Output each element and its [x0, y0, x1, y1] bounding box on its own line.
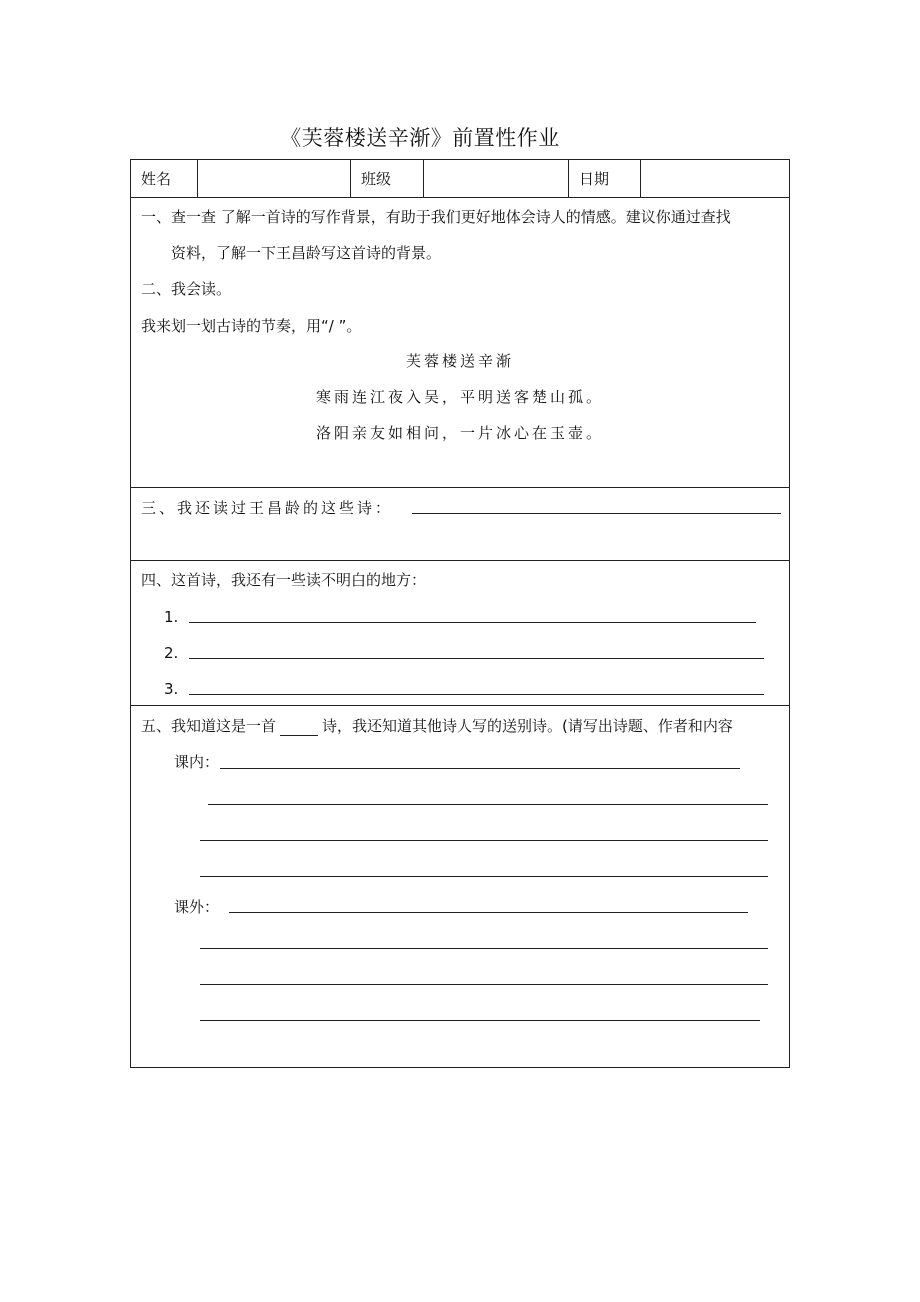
date-label: 日期 [579, 170, 610, 188]
row-divider [131, 560, 789, 561]
outside-class-label: 课外： [174, 898, 220, 916]
date-field[interactable] [641, 160, 789, 197]
poem-type-blank[interactable] [280, 719, 318, 736]
question-number: 2. [164, 644, 179, 662]
row-divider [131, 487, 789, 488]
poem-title: 芙蓉楼送辛渐 [405, 352, 514, 370]
question-answer-line[interactable] [189, 694, 764, 695]
section3-label: 三、我还读过王昌龄的这些诗： [141, 499, 394, 517]
class-label: 班级 [361, 170, 392, 188]
section1-line2: 资料，了解一下王昌龄写这首诗的背景。 [171, 244, 442, 262]
section5-prefix: 五、我知道这是一首 [141, 717, 277, 735]
page-title: 《芙蓉楼送辛渐》前置性作业 [280, 126, 560, 150]
answer-line[interactable] [200, 948, 768, 949]
section5-line [141, 716, 733, 736]
section2-instruction: 我来划一划古诗的节奏，用“/ ”。 [141, 317, 362, 335]
section1-line1: 一、查一查 了解一首诗的写作背景，有助于我们更好地体会诗人的情感。建议你通过查找 [141, 208, 731, 226]
row-divider [131, 197, 789, 198]
section3-answer-line[interactable] [412, 513, 781, 514]
answer-line[interactable] [200, 1020, 760, 1021]
inside-class-label: 课内： [174, 753, 220, 771]
column-divider [568, 160, 569, 198]
question-answer-line[interactable] [189, 622, 756, 623]
answer-line[interactable] [200, 984, 768, 985]
question-number: 1. [164, 608, 179, 626]
question-number: 3. [164, 680, 179, 698]
poem-line-1: 寒雨连江夜入吴，平明送客楚山孤。 [315, 388, 604, 406]
section2-heading: 二、我会读。 [141, 280, 232, 298]
poem-line-2: 洛阳亲友如相问，一片冰心在玉壶。 [315, 424, 604, 442]
section5-suffix: 诗，我还知道其他诗人写的送别诗。(请写出诗题、作者和内容 [322, 717, 733, 735]
column-divider [350, 160, 351, 198]
question-answer-line[interactable] [189, 658, 764, 659]
name-label: 姓名 [141, 170, 172, 188]
worksheet-table [130, 159, 790, 1068]
answer-line[interactable] [220, 768, 740, 769]
name-field[interactable] [198, 160, 350, 197]
answer-line[interactable] [200, 840, 768, 841]
answer-line[interactable] [229, 912, 748, 913]
answer-line[interactable] [208, 804, 768, 805]
row-divider [131, 705, 789, 706]
class-field[interactable] [424, 160, 568, 197]
answer-line[interactable] [200, 876, 768, 877]
section4-heading: 四、这首诗，我还有一些读不明白的地方： [141, 571, 427, 589]
